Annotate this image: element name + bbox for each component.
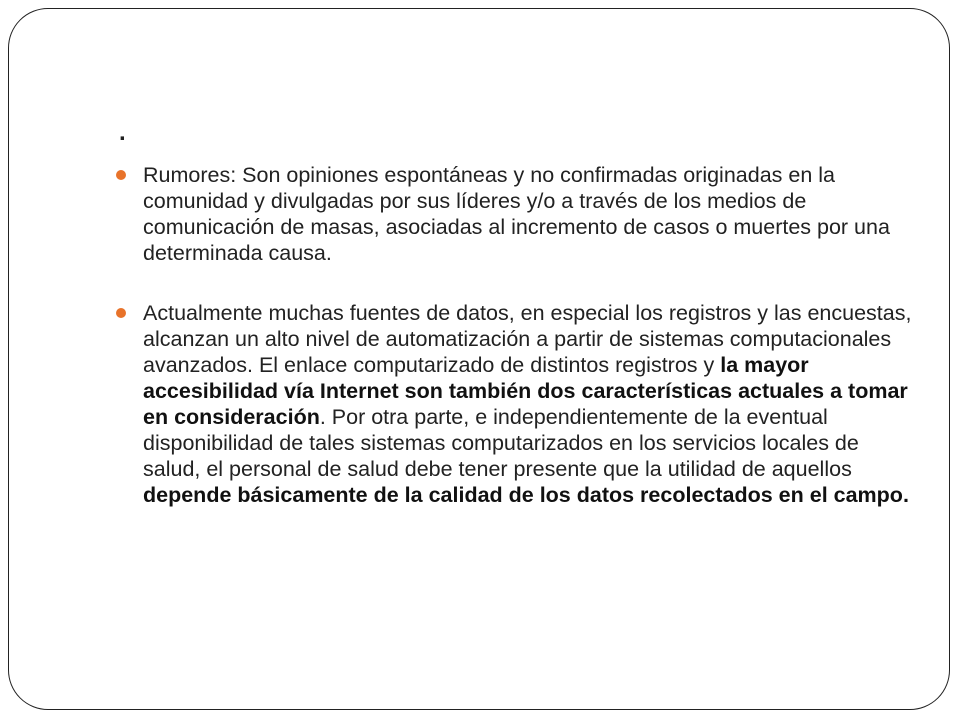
bullet-text-part-1: Actualmente muchas fuentes de datos, en especial los registros y las encuestas, alcanzan un alto nivel de automatización a partir de sistemas computacionales avanzados. El enlace computarizado de distintos registros y bbox=[143, 301, 912, 377]
bullet-text-part-3: . bbox=[902, 483, 909, 507]
bullet-text-part-2: . Por otra parte, e independientemente de la eventual disponibilidad de tales sistemas computarizados en los servicios locales de salud, el personal de salud debe tener presente que la utilidad de aquellos bbox=[143, 405, 859, 481]
slide-content bbox=[115, 162, 915, 508]
bullet-rumores bbox=[115, 162, 915, 266]
slide-frame bbox=[8, 8, 950, 710]
bullet-dot-icon bbox=[116, 170, 126, 180]
bullet-emphasis-1: la mayor accesibilidad vía Internet son también dos características actuales a tomar en consideración bbox=[143, 353, 908, 429]
bullet-fuentes-datos bbox=[115, 300, 915, 508]
bullet-dot-icon bbox=[116, 308, 126, 318]
bullet-text: Rumores: Son opiniones espontáneas y no confirmadas originadas en la comunidad y divulgadas por sus líderes y/o a través de los medios de comunicación de masas, asociadas al incremento de casos o muertes por una determinada causa. bbox=[143, 163, 890, 265]
bullet-emphasis-2: depende básicamente de la calidad de los datos recolectados en el campo bbox=[143, 483, 903, 507]
slide-title: . bbox=[119, 119, 126, 146]
